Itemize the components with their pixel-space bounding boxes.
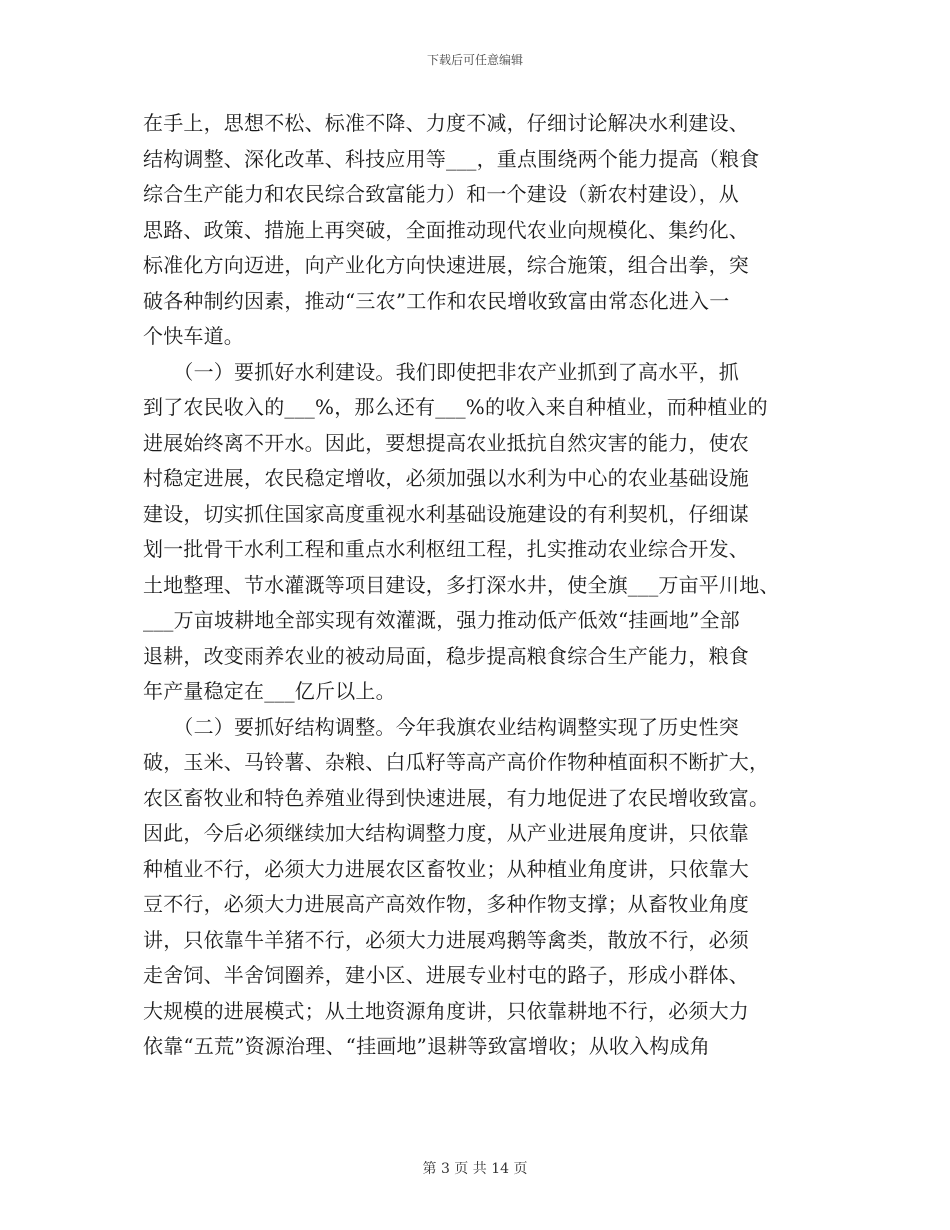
text-line: 退耕，改变雨养农业的被动局面，稳步提高粮食综合生产能力，粮食 (143, 643, 749, 668)
text-line: 划一批骨干水利工程和重点水利枢纽工程，扎实推动农业综合开发、 (143, 537, 749, 561)
text-line: 进展始终离不开水。因此，要想提高农业抵抗自然灾害的能力，使农 (143, 430, 749, 455)
text-line: 村稳定进展，农民稳定增收，必须加强以水利为中心的农业基础设施 (143, 466, 749, 490)
text-line: 到了农民收入的___%，那么还有___%的收入来自种植业，而种植业的 (143, 395, 768, 419)
text-line: 标准化方向迈进，向产业化方向快速进展，综合施策，组合出拳，突 (143, 253, 749, 277)
text-line: 种植业不行，必须大力进展农区畜牧业；从种植业角度讲，只依靠大 (143, 856, 749, 881)
text-line: （二）要抓好结构调整。今年我旗农业结构调整实现了历史性突 (143, 714, 739, 739)
text-line: 农区畜牧业和特色养殖业得到快速进展，有力地促进了农民增收致富。 (143, 785, 770, 810)
document-body (143, 106, 815, 1065)
page-footer: 第 3 页 共 14 页 (422, 1161, 528, 1177)
text-line: 走舍饲、半舍饲圈养，建小区、进展专业村屯的路子，形成小群体、 (143, 963, 749, 987)
text-line: 建设，切实抓住国家高度重视水利基础设施建设的有利契机，仔细谋 (143, 501, 749, 526)
text-line: 结构调整、深化改革、科技应用等___，重点围绕两个能力提高（粮食 (143, 146, 760, 171)
text-line: 综合生产能力和农民综合致富能力）和一个建设（新农村建设），从 (143, 182, 739, 206)
text-line: 土地整理、节水灌溉等项目建设，多打深水井，使全旗___万亩平川地、 (143, 572, 780, 597)
text-line: 大规模的进展模式；从土地资源角度讲，只依靠耕地不行，必须大力 (143, 998, 749, 1023)
text-line: 讲，只依靠牛羊猪不行，必须大力进展鸡鹅等禽类，散放不行，必须 (143, 927, 749, 952)
text-line: 思路、政策、措施上再突破，全面推动现代农业向规模化、集约化、 (143, 217, 749, 242)
text-line: 豆不行，必须大力进展高产高效作物，多种作物支撑；从畜牧业角度 (143, 892, 749, 916)
text-line: 破，玉米、马铃薯、杂粮、白瓜籽等高产高价作物种植面积不断扩大， (143, 750, 770, 774)
page-header: 下载后可任意编辑 (426, 53, 523, 67)
text-line: 个快车道。 (143, 324, 244, 348)
text-line: 在手上，思想不松、标准不降、力度不减，仔细讨论解决水利建设、 (143, 111, 749, 135)
text-line: 因此，今后必须继续加大结构调整力度，从产业进展角度讲，只依靠 (143, 821, 749, 845)
text-line: 破各种制约因素，推动“三农”工作和农民增收致富由常态化进入一 (143, 288, 730, 313)
text-line: ___万亩坡耕地全部实现有效灌溉，强力推动低产低效“挂画地”全部 (143, 608, 740, 632)
text-line: 年产量稳定在___亿斤以上。 (143, 679, 396, 703)
text-line: （一）要抓好水利建设。我们即使把非农产业抓到了高水平，抓 (143, 359, 739, 384)
text-line: 依靠“五荒”资源治理、“挂画地”退耕等致富增收；从收入构成角 (143, 1034, 710, 1058)
